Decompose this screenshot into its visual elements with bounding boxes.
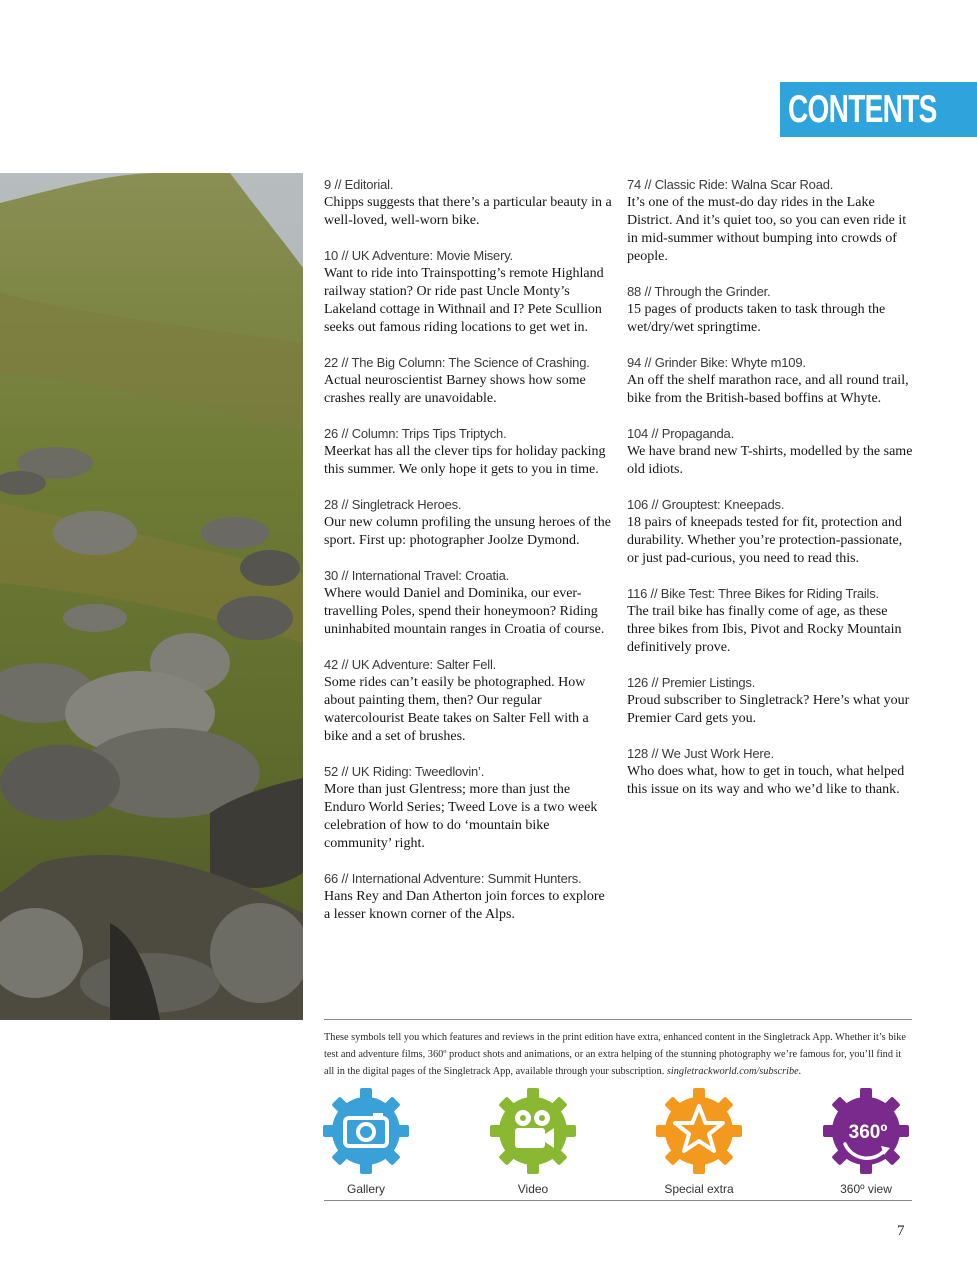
entry-desc: Where would Daniel and Dominika, our ever-travelling Poles, spend their honeymoon? Riding uninhabited mountain ranges in Croatia of course.	[324, 586, 605, 637]
symbol-video	[473, 1088, 593, 1196]
contents-entry[interactable]	[627, 176, 917, 266]
page-number: 7	[897, 1223, 905, 1239]
entry-desc: Hans Rey and Dan Atherton join forces to explore a lesser known corner of the Alps.	[324, 889, 605, 922]
entry-title: 66 // International Adventure: Summit Hunters.	[324, 871, 582, 886]
entry-title: 88 // Through the Grinder.	[627, 284, 771, 299]
camera-icon	[323, 1088, 409, 1174]
entry-title: 106 // Grouptest: Kneepads.	[627, 497, 785, 512]
contents-column-left	[324, 176, 614, 941]
entry-title: 126 // Premier Listings.	[627, 675, 756, 690]
symbol-label: Video	[517, 1182, 549, 1196]
contents-entry[interactable]	[324, 425, 614, 479]
entry-desc: Who does what, how to get in touch, what helped this issue on its way and who we’d like to thank.	[627, 764, 905, 797]
entry-desc: We have brand new T-shirts, modelled by the same old idiots.	[627, 444, 913, 477]
entry-desc: Chipps suggests that there’s a particular beauty in a well-loved, well-worn bike.	[324, 195, 612, 228]
entry-desc: Proud subscriber to Singletrack? Here’s what your Premier Card gets you.	[627, 693, 910, 726]
symbol-label: Special extra	[664, 1182, 734, 1196]
entry-title: 104 // Propaganda.	[627, 426, 734, 441]
symbols-note-text: These symbols tell you which features and reviews in the print edition have extra, enhanced content in the Singletrack App. Whether it’s bike test and adventure films, 360º product shots and animations, or an extra helping of the stunning photography we’re famous for, you’ll find it all in the digital pages of the Singletrack App, available through your subscription.	[324, 1032, 906, 1077]
entry-title: 52 // UK Riding: Tweedlovin’.	[324, 764, 485, 779]
entry-desc: Meerkat has all the clever tips for holiday packing this summer. We only hope it gets to you in time.	[324, 444, 606, 477]
entry-title: 94 // Grinder Bike: Whyte m109.	[627, 355, 806, 370]
subscribe-link[interactable]: singletrackworld.com/subscribe.	[666, 1066, 802, 1077]
divider	[324, 1200, 912, 1201]
entry-title: 9 // Editorial.	[324, 177, 394, 192]
entry-desc: 18 pairs of kneepads tested for fit, protection and durability. Whether you’re protection-passionate, or just pad-curious, you need to read this.	[627, 515, 903, 566]
contents-entry[interactable]	[324, 870, 614, 924]
contents-entry[interactable]	[324, 176, 614, 230]
contents-entry[interactable]	[627, 496, 917, 568]
entry-desc: Our new column profiling the unsung heroes of the sport. First up: photographer Joolze Dymond.	[324, 515, 611, 548]
symbol-label: Gallery	[346, 1182, 385, 1196]
entry-title: 128 // We Just Work Here.	[627, 746, 774, 761]
entry-title: 74 // Classic Ride: Walna Scar Road.	[627, 177, 834, 192]
page-title: CONTENTS	[788, 88, 937, 131]
contents-entry[interactable]	[324, 656, 614, 746]
entry-title: 26 // Column: Trips Tips Triptych.	[324, 426, 507, 441]
entry-desc: 15 pages of products taken to task through the wet/dry/wet springtime.	[627, 302, 886, 335]
360-icon	[823, 1088, 909, 1174]
contents-entry[interactable]	[324, 496, 614, 550]
entry-title: 42 // UK Adventure: Salter Fell.	[324, 657, 497, 672]
entry-desc: Actual neuroscientist Barney shows how some crashes really are unavoidable.	[324, 373, 586, 406]
entry-title: 116 // Bike Test: Three Bikes for Riding Trails.	[627, 586, 879, 601]
contents-entry[interactable]	[324, 763, 614, 853]
contents-entry[interactable]	[627, 745, 917, 799]
movie-camera-icon	[490, 1088, 576, 1174]
entry-desc: It’s one of the must-do day rides in the Lake District. And it’s quiet too, so you can even ride it in mid-summer without bumping into crowds of people.	[627, 195, 907, 264]
contents-entry[interactable]	[627, 585, 917, 657]
divider	[324, 1019, 912, 1020]
symbol-gallery	[306, 1088, 426, 1196]
contents-entry[interactable]	[627, 283, 917, 337]
entry-title: 22 // The Big Column: The Science of Crashing.	[324, 355, 590, 370]
contents-column-right	[627, 176, 917, 816]
entry-title: 10 // UK Adventure: Movie Misery.	[324, 248, 513, 263]
star-icon	[656, 1088, 742, 1174]
360-badge-text: 360º	[848, 1122, 888, 1143]
contents-entry[interactable]	[324, 567, 614, 639]
symbol-360-view	[806, 1088, 926, 1196]
hillside-photo	[0, 173, 303, 1020]
symbol-special-extra	[639, 1088, 759, 1196]
contents-banner	[780, 82, 977, 137]
contents-entry[interactable]	[627, 425, 917, 479]
entry-desc: The trail bike has finally come of age, as these three bikes from Ibis, Pivot and Rocky Mountain definitively prove.	[627, 604, 902, 655]
symbols-note	[324, 1029, 914, 1080]
contents-entry[interactable]	[324, 247, 614, 337]
symbol-label: 360º view	[840, 1182, 892, 1196]
contents-entry[interactable]	[324, 354, 614, 408]
entry-desc: More than just Glentress; more than just the Enduro World Series; Tweed Love is a two week celebration of how to do ‘mountain bike community’ right.	[324, 782, 598, 851]
entry-desc: Some rides can’t easily be photographed. How about painting them, then? Our regular watercolourist Beate takes on Salter Fell with a bike and a set of brushes.	[324, 675, 589, 744]
contents-entry[interactable]	[627, 354, 917, 408]
entry-title: 28 // Singletrack Heroes.	[324, 497, 462, 512]
entry-desc: An off the shelf marathon race, and all round trail, bike from the British-based boffins at Whyte.	[627, 373, 909, 406]
entry-title: 30 // International Travel: Croatia.	[324, 568, 510, 583]
entry-desc: Want to ride into Trainspotting’s remote Highland railway station? Or ride past Uncle Monty’s Lakeland cottage in Withnail and I? Pete Scullion seeks out famous riding locations to get wet in.	[324, 266, 604, 335]
contents-entry[interactable]	[627, 674, 917, 728]
